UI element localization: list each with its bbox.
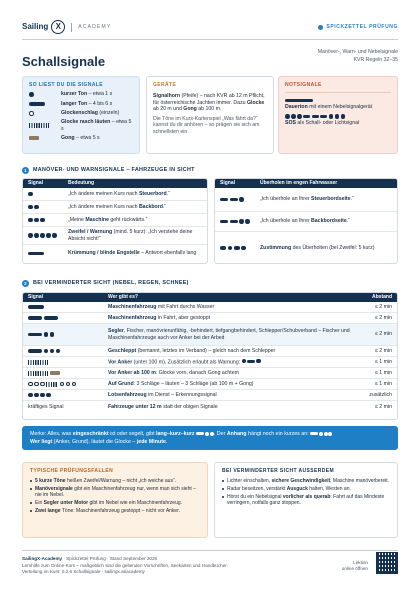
qr-code-icon[interactable]	[376, 552, 398, 574]
sos-icon	[285, 113, 345, 120]
logo-academy: ACADEMY	[78, 23, 112, 30]
maneuver-signals-table	[22, 178, 208, 264]
column-header: Überholen im engen Fahrwasser	[260, 180, 338, 187]
signal-symbol	[28, 218, 68, 223]
section-heading: BEI VERMINDERTER SICHT (NEBEL, REGEN, SCHNEE)	[33, 280, 189, 287]
table-row: Segler, Fischer, manövrierunfähig, -behindert, tiefgangbehindert, Schlepper/Schubverband – Fischer und Maschinenfahrzeuge auch vor Anker bei der Arbeit ≤ 2 min	[23, 324, 397, 346]
signal-text: kräftiges Signal	[28, 403, 64, 410]
logo-brand: Sailing	[22, 22, 49, 31]
logo-divider	[71, 23, 72, 32]
gong-icon	[29, 135, 57, 142]
table-row: Krümmung / blinde Engstelle – Antwort ebenfalls lang	[23, 245, 207, 262]
legend-desc: – etwa 5 s	[74, 135, 100, 141]
signal-symbol	[28, 316, 108, 320]
legend-term: kurzer Ton	[61, 91, 88, 97]
short-blast-icon	[205, 432, 209, 436]
emergency-text-2: SOS als Schall- oder Lichtsignal	[285, 119, 360, 126]
visibility-heading: BEI VERMINDERTER SICHT AUSSERDEM	[222, 468, 335, 474]
logo-mark: X	[51, 20, 65, 34]
legend-item	[29, 119, 133, 132]
header-divider	[22, 39, 398, 40]
legend-box	[22, 76, 140, 154]
section-number: 1	[22, 167, 29, 174]
page-subtitle	[318, 49, 398, 65]
section-number: 2	[22, 280, 29, 287]
legend-desc: – etwa 1 s	[87, 91, 113, 97]
column-header: Abstand	[372, 294, 392, 301]
footer: SailingX-Academy · Spickzettel Prüfung · Stand September 2026 Lernhilfe zum Online-Kurs – maßgeblich sind die geltenden Vorschriften, Seekarten und Handbücher. Verteilung im Kurs: 0.2.6 Schallsignale · sailingx.at/academy	[22, 556, 228, 575]
table-row: Maschinenfahrzeug mit Fahrt durchs Wasser ≤ 2 min	[23, 302, 397, 313]
table-row: „Ich überhole an Ihrer Steuerbordseite.“	[215, 188, 397, 212]
table-row: „Meine Maschine geht rückwärts.“	[23, 214, 207, 227]
footer-disclaimer: Lernhilfe zum Online-Kurs – maßgeblich sind die geltenden Vorschriften, Seekarten und Handbücher.	[22, 562, 228, 568]
signal-symbol	[28, 371, 108, 376]
emergency-text-1: Dauerton mit einem Nebelsignalgerät	[285, 103, 373, 110]
short-blast-icon	[29, 91, 57, 98]
legend-desc: (einzeln)	[97, 110, 120, 116]
column-header: Signal	[220, 180, 236, 187]
footer-divider	[22, 550, 398, 551]
column-header: Signal	[28, 180, 44, 187]
table-row: „Ich überhole an Ihrer Backbordseite.“	[215, 212, 397, 232]
table-row: Lotsenfahrzeug im Dienst – Erkennungssignal zusätzlich	[23, 390, 397, 401]
emergency-continuous	[285, 97, 391, 104]
section-heading: MANÖVER- UND WARNSIGNALE – FAHRZEUGE IN SICHT	[33, 167, 195, 174]
continuous-blast-icon	[285, 97, 313, 104]
table-row: Auf Grund: 3 Schläge – läuten – 3 Schläge (ab 100 m + Gong) ≤ 1 min	[23, 379, 397, 390]
table-row: kräftiges Signal Fahrzeuge unter 12 m statt der obigen Signale ≤ 2 min	[28, 403, 392, 410]
list-item: Lichter einschalten, sichere Geschwindigkeit, Maschine manöverbereit.	[222, 478, 390, 484]
table-row: Vor Anker (unter 100 m). Zusätzlich erlaubt als Warnung: ≤ 1 min	[23, 357, 397, 368]
signal-symbol	[28, 305, 108, 309]
memo-callout: Merke: Alles, was eingeschränkt ist oder segelt, gibt lang–kurz–kurz . Der Anhang hängt noch ein kurzes an: Wer liegt (Anker, Grund), läutet die Glocke – jede Minute.	[22, 426, 398, 450]
list-item: Radar beseitzen, verstärkt Ausguck halten, Westen an.	[222, 486, 390, 492]
table-row: Maschinenfahrzeug in Fahrt, aber gestoppt ≤ 2 min	[23, 313, 397, 324]
bell-icon	[29, 110, 57, 117]
list-item: Manöversignale gibt ein Maschinenfahrzeug nur, wenn man sich sieht – nie im Nebel.	[30, 486, 200, 499]
logo[interactable]	[22, 20, 111, 34]
emergency-sos	[285, 113, 391, 120]
long-blast-icon	[29, 100, 57, 107]
devices-box	[146, 76, 274, 154]
rapid-bell-icon	[29, 122, 57, 129]
emergency-heading: NOTSIGNALE	[285, 82, 322, 88]
visibility-tips-box	[214, 462, 398, 538]
table-row: Vor Anker ab 100 m: Glocke vorn, danach Gong achtern ≤ 1 min	[23, 368, 397, 379]
list-item: Ein Segler unter Motor gibt im Nebel wie ein Maschinenfahrzeug.	[30, 500, 200, 506]
restricted-visibility-table	[22, 292, 398, 420]
subtitle-line-1: Manöver-, Warn- und Nebelsignale	[317, 49, 398, 55]
legend-item	[29, 135, 133, 142]
table-row: Geschleppt (bemannt, letztes im Verband) – gleich nach dem Schlepper ≤ 2 min	[23, 346, 397, 357]
legend-desc: – etwa 5 s	[61, 119, 132, 132]
short-blast-icon	[328, 432, 332, 436]
legend-term: langer Ton	[61, 100, 88, 107]
badge-dot-icon	[318, 25, 323, 30]
legend-desc: – 4 bis 6 s	[87, 100, 113, 107]
legend-heading: SO LIEST DU DIE SIGNALE	[29, 82, 103, 88]
signal-symbol	[28, 252, 68, 256]
emergency-box	[278, 76, 398, 154]
lesson-link[interactable]: Lektion online öffnen	[341, 560, 368, 572]
overtaking-signals-table	[214, 178, 398, 264]
list-item: 5 kurze Töne heißen Zweifel/Warnung – nicht „ich weiche aus“.	[30, 478, 200, 484]
devices-text: Signalhorn (Pfeife) – nach KVR ab 12 m Pflicht, für österreichische Jachten immer. Dazu Glocke ab 20 m und Gong ab 100 m.	[153, 93, 265, 113]
devices-note: Die Töne im Kurs-Kartenspiel „Was fährt da?“ kannst du dir anhören – so prägen sie sich am schnellsten ein.	[153, 115, 260, 135]
pitfalls-heading: TYPISCHE PRÜFUNGSFALLEN	[30, 468, 114, 474]
document-badge	[318, 24, 398, 30]
signal-symbol	[28, 233, 68, 238]
list-item: Zwei lange Töne: Maschinenfahrzeug gestoppt – nicht vor Anker.	[30, 508, 200, 514]
short-blast-icon	[319, 432, 323, 436]
column-header: Bedeutung	[68, 180, 95, 187]
legend-term: Glocke rasch läuten	[61, 119, 111, 126]
signal-symbol	[220, 197, 260, 202]
signal-symbol	[28, 360, 108, 365]
signal-symbol	[28, 382, 108, 387]
legend-item	[29, 91, 133, 98]
exam-pitfalls-box	[22, 462, 208, 538]
section-2-title	[22, 280, 189, 287]
subtitle-line-2: KVR Regeln 32–35	[353, 56, 398, 63]
table-row: Zweifel / Warnung (mind. 5 kurz): „Ich verstehe deine Absicht nicht!“	[23, 227, 207, 245]
long-blast-icon	[196, 432, 204, 435]
column-header: Signal	[28, 294, 44, 301]
signal-symbol	[28, 349, 108, 354]
signal-symbol	[28, 205, 68, 210]
signal-symbol	[28, 332, 108, 337]
devices-heading: GERÄTE	[153, 82, 177, 88]
table-row: Zustimmung des Überholten (bei Zweifel: 5 kurz)	[215, 232, 397, 264]
legend-term: Gong	[61, 135, 75, 141]
page-title: Schallsignale	[22, 54, 106, 69]
signal-symbol	[28, 393, 108, 398]
column-header: Wer gibt es?	[108, 294, 138, 301]
signal-symbol	[220, 246, 260, 251]
table-row: „Ich ändere meinen Kurs nach Backbord.“	[23, 201, 207, 214]
signal-symbol	[28, 192, 68, 197]
list-item: Hörst du ein Nebelsignal vorlicher als querab: Fahrt auf das Mindeste verringern, notfalls ganz stoppen.	[222, 494, 390, 507]
signal-symbol	[220, 219, 260, 224]
footer-course-link[interactable]: Verteilung im Kurs: 0.2.6 Schallsignale · sailingx.at/academy	[22, 569, 145, 575]
footer-brand: SailingX-Academy	[22, 556, 63, 561]
short-blast-icon	[324, 432, 328, 436]
header	[22, 18, 398, 36]
long-blast-icon	[310, 432, 318, 435]
legend-item	[29, 100, 133, 107]
badge-label: SPICKZETTEL PRÜFUNG	[326, 23, 398, 30]
legend-item	[29, 110, 133, 117]
table-row: „Ich ändere meinen Kurs nach Steuerbord.“	[23, 188, 207, 201]
legend-term: Glockenschlag	[61, 110, 98, 116]
section-1-title	[22, 167, 195, 174]
